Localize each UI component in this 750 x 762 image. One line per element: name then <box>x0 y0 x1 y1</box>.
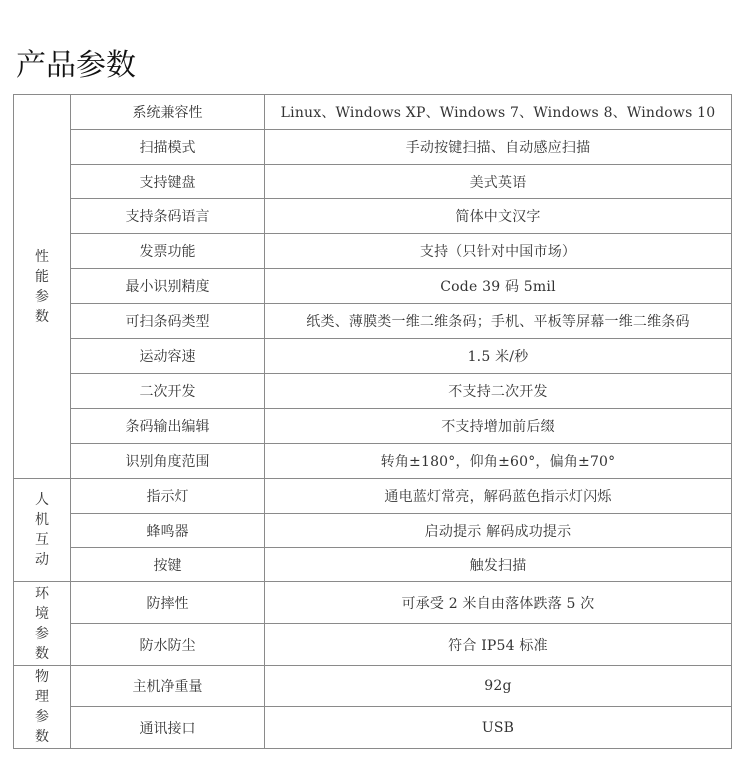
table-row <box>14 269 732 304</box>
category-char: 性 <box>35 248 49 265</box>
category-char: 数 <box>35 308 49 325</box>
category-char: 数 <box>35 729 49 745</box>
category-char: 互 <box>35 532 49 548</box>
category-char: 境 <box>35 605 49 622</box>
param-value: 通电蓝灯常亮，解码蓝色指示灯闪烁 <box>265 479 732 514</box>
param-label: 扫描模式 <box>71 130 265 165</box>
param-value: 纸类、薄膜类一维二维条码；手机、平板等屏幕一维二维条码 <box>265 304 732 339</box>
param-label: 按键 <box>71 548 265 582</box>
param-label: 主机净重量 <box>71 666 265 707</box>
param-label: 最小识别精度 <box>71 269 265 304</box>
table-row <box>14 707 732 749</box>
table-row <box>14 95 732 130</box>
category-char: 人 <box>35 492 49 508</box>
category-char: 物 <box>35 669 49 685</box>
category-char: 动 <box>35 552 49 568</box>
category-char: 机 <box>35 512 49 528</box>
param-value: 92g <box>265 666 732 707</box>
param-value: 符合 IP54 标准 <box>265 624 732 666</box>
param-label: 发票功能 <box>71 234 265 269</box>
category-char: 理 <box>35 689 49 705</box>
category-char: 参 <box>35 709 49 725</box>
param-value: 手动按键扫描、自动感应扫描 <box>265 130 732 165</box>
category-interaction <box>14 479 71 582</box>
table-row <box>14 339 732 374</box>
param-value: 启动提示 解码成功提示 <box>265 514 732 548</box>
table-row <box>14 582 732 624</box>
param-value: 不支持增加前后缀 <box>265 409 732 444</box>
table-row <box>14 514 732 548</box>
param-value: 简体中文汉字 <box>265 199 732 234</box>
param-value: 触发扫描 <box>265 548 732 582</box>
param-value: Code 39 码 5mil <box>265 269 732 304</box>
param-label: 运动容速 <box>71 339 265 374</box>
category-char: 数 <box>35 645 49 662</box>
table-row <box>14 304 732 339</box>
category-physical <box>14 666 71 749</box>
param-value: 美式英语 <box>265 165 732 199</box>
param-value: USB <box>265 707 732 749</box>
table-row <box>14 409 732 444</box>
table-row <box>14 624 732 666</box>
table-row <box>14 374 732 409</box>
category-environment <box>14 582 71 666</box>
category-char: 参 <box>35 625 49 642</box>
table-row <box>14 548 732 582</box>
category-performance <box>14 95 71 479</box>
param-label: 识别角度范围 <box>71 444 265 479</box>
table-row <box>14 130 732 165</box>
param-label: 通讯接口 <box>71 707 265 749</box>
table-row <box>14 479 732 514</box>
param-value: 转角±180°，仰角±60°，偏角±70° <box>265 444 732 479</box>
param-value: 1.5 米/秒 <box>265 339 732 374</box>
param-value: Linux、Windows XP、Windows 7、Windows 8、Windows 10 <box>265 95 732 130</box>
param-value: 支持（只针对中国市场） <box>265 234 732 269</box>
param-label: 支持键盘 <box>71 165 265 199</box>
param-label: 系统兼容性 <box>71 95 265 130</box>
param-label: 蜂鸣器 <box>71 514 265 548</box>
table-row <box>14 199 732 234</box>
param-label: 二次开发 <box>71 374 265 409</box>
spec-table <box>13 94 732 749</box>
param-label: 支持条码语言 <box>71 199 265 234</box>
param-label: 防摔性 <box>71 582 265 624</box>
param-label: 指示灯 <box>71 479 265 514</box>
param-value: 可承受 2 米自由落体跌落 5 次 <box>265 582 732 624</box>
table-row <box>14 165 732 199</box>
page-title: 产品参数 <box>16 48 136 83</box>
table-row <box>14 444 732 479</box>
table-row <box>14 666 732 707</box>
table-row <box>14 234 732 269</box>
category-char: 环 <box>35 585 49 602</box>
param-label: 可扫条码类型 <box>71 304 265 339</box>
param-label: 条码输出编辑 <box>71 409 265 444</box>
param-value: 不支持二次开发 <box>265 374 732 409</box>
param-label: 防水防尘 <box>71 624 265 666</box>
category-char: 能 <box>35 268 49 285</box>
category-char: 参 <box>35 288 49 305</box>
